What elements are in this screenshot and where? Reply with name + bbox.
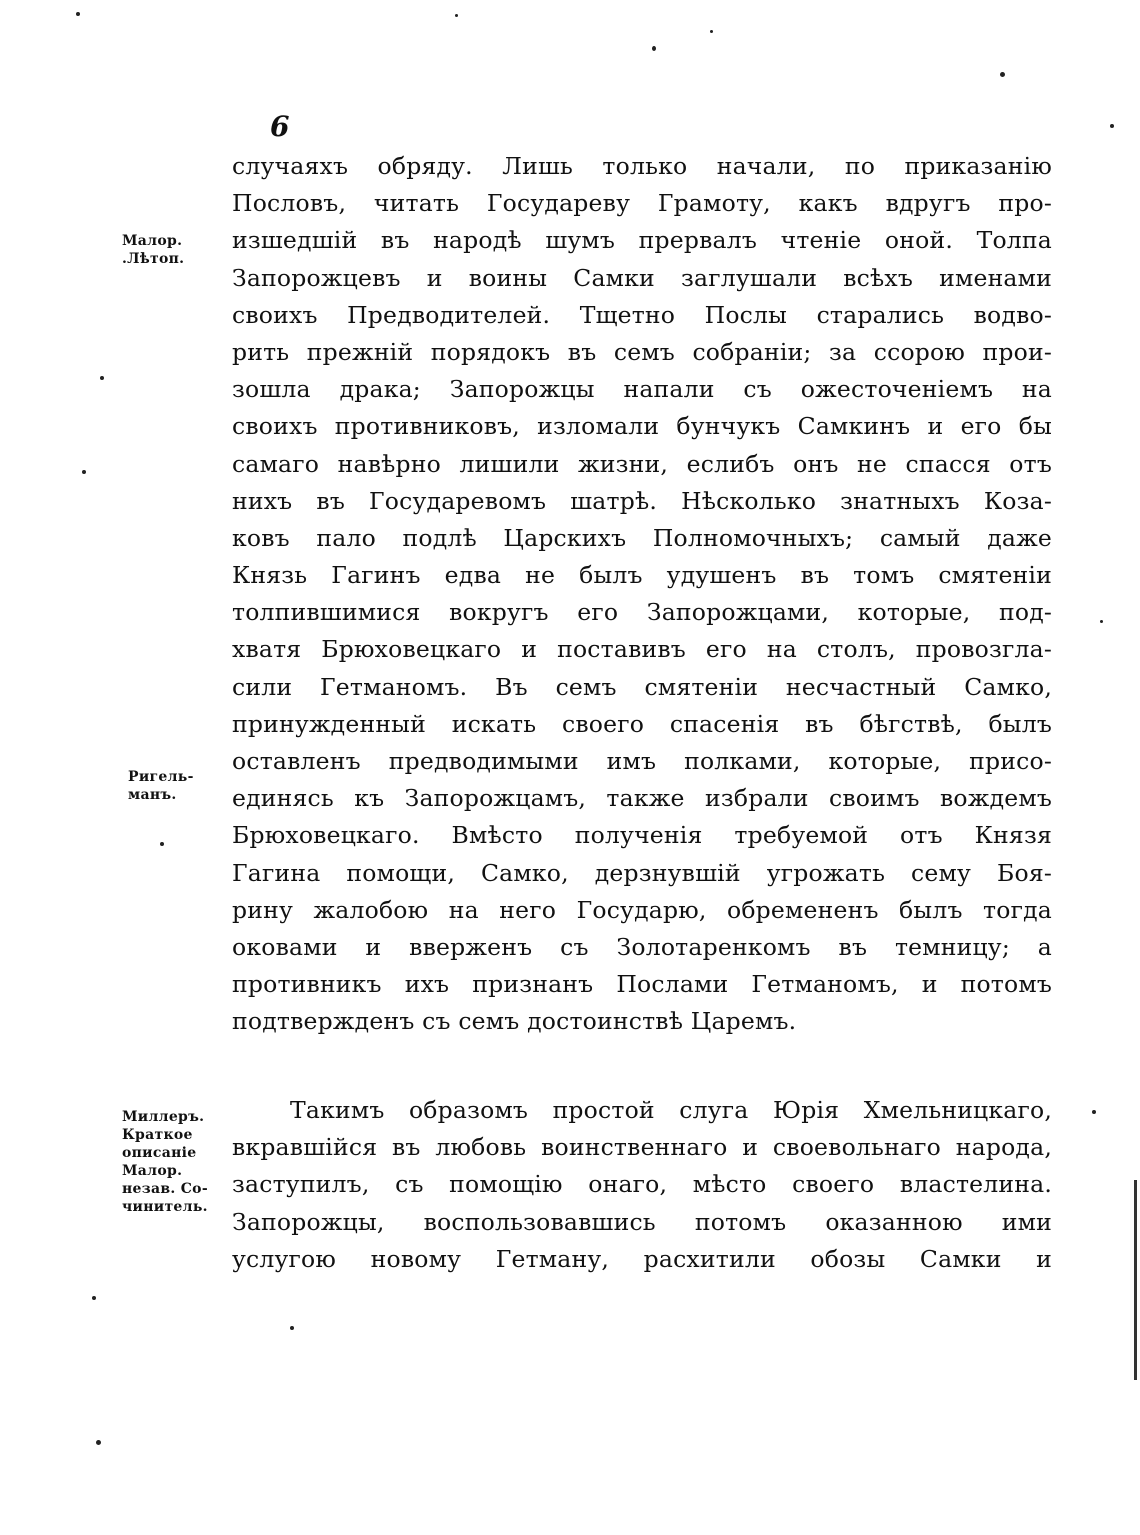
margin-note-line: Миллеръ.	[122, 1109, 205, 1125]
text-line: Такимъ образомъ простой слуга Юрія Хмельницкаго,	[290, 1096, 1052, 1124]
margin-note-line: чинитель.	[122, 1199, 208, 1215]
text-line: толпившимися вокругъ его Запорожцами, которые, под-	[232, 598, 1052, 627]
margin-note-line: описаніе	[122, 1145, 197, 1161]
scan-speck	[96, 1440, 101, 1445]
page-number: 6	[270, 110, 290, 143]
text-line: вкравшійся въ любовь воинственнаго и своевольнаго народа,	[232, 1133, 1052, 1162]
scan-speck	[290, 1326, 294, 1330]
paragraph	[232, 148, 1052, 1041]
text-line: ковъ пало подлѣ Царскихъ Полномочныхъ; самый даже	[232, 523, 1052, 552]
text-line: подтвержденъ съ семъ достоинствѣ Царемъ.	[232, 1007, 797, 1036]
scan-speck	[100, 376, 104, 380]
text-line: принужденный искать своего спасенія въ бѣгствѣ, былъ	[232, 709, 1052, 738]
scan-speck	[76, 12, 80, 16]
text-line: противникъ ихъ признанъ Послами Гетманомъ, и потомъ	[232, 970, 1052, 999]
margin-note	[122, 232, 184, 268]
scan-speck	[1092, 1110, 1096, 1114]
scan-speck	[160, 842, 164, 846]
margin-note-line: манъ.	[128, 787, 177, 803]
text-line: своихъ противниковъ, изломали бунчукъ Самкинъ и его бы	[232, 412, 1052, 441]
text-line: хватя Брюховецкаго и поставивъ его на столъ, провозгла-	[232, 635, 1052, 664]
margin-note	[122, 1108, 208, 1216]
text-line: рить прежній порядокъ въ семъ собраніи; за ссорою прои-	[232, 337, 1052, 366]
text-line: изшедшій въ народѣ шумъ прервалъ чтеніе оной. Толпа	[232, 226, 1052, 255]
text-line: своихъ Предводителей. Тщетно Послы старались водво-	[232, 300, 1052, 329]
margin-note	[128, 768, 194, 804]
text-line: заступилъ, съ помощію онаго, мѣсто своего властелина.	[232, 1170, 1052, 1199]
scan-speck	[1110, 124, 1114, 128]
text-line: услугою новому Гетману, расхитили обозы Самки и	[232, 1244, 1052, 1273]
text-line: единясь къ Запорожцамъ, также избрали своимъ вождемъ	[232, 784, 1052, 813]
text-line: сили Гетманомъ. Въ семъ смятеніи несчастный Самко,	[232, 672, 1052, 701]
text-line: Гагина помощи, Самко, дерзнувшій угрожать сему Боя-	[232, 858, 1052, 887]
text-line: случаяхъ обряду. Лишь только начали, по приказанію	[232, 152, 1052, 180]
margin-note-line: Ригель-	[128, 769, 194, 785]
margin-note-line: .Лѣтоп.	[122, 251, 185, 267]
page-edge-line	[1134, 1180, 1137, 1380]
text-line: Князь Гагинъ едва не былъ удушенъ въ томъ смятеніи	[232, 561, 1052, 590]
scan-speck	[1000, 72, 1005, 77]
text-line: оковами и вверженъ съ Золотаренкомъ въ темницу; а	[232, 932, 1052, 961]
margin-note-line: Малор.	[122, 1163, 183, 1179]
text-line: самаго навѣрно лишили жизни, еслибъ онъ не спасся отъ	[232, 449, 1052, 478]
text-line: Брюховецкаго. Вмѣсто полученія требуемой отъ Князя	[232, 821, 1052, 850]
scan-speck	[652, 46, 656, 51]
text-line: оставленъ предводимыми имъ полками, которые, присо-	[232, 747, 1052, 775]
margin-note-line: Краткое	[122, 1127, 193, 1143]
text-line: Запорожцы, воспользовавшись потомъ оказанною ими	[232, 1207, 1052, 1236]
text-line: Пословъ, читать Государеву Грамоту, какъ вдругъ про-	[232, 189, 1052, 218]
scan-speck	[455, 14, 458, 17]
scan-speck	[710, 30, 713, 33]
text-line: рину жалобою на него Государю, обремененъ былъ тогда	[232, 895, 1052, 924]
scan-speck	[82, 470, 86, 474]
scan-speck	[92, 1296, 96, 1300]
text-line: Запорожцевъ и воины Самки заглушали всѣхъ именами	[232, 263, 1052, 292]
margin-note-line: Малор.	[122, 233, 183, 249]
text-line: нихъ въ Государевомъ шатрѣ. Нѣсколько знатныхъ Коза-	[232, 486, 1052, 515]
margin-note-line: незав. Со-	[122, 1181, 208, 1197]
scan-speck	[1100, 620, 1103, 623]
text-line: зошла драка; Запорожцы напали съ ожесточеніемъ на	[232, 375, 1052, 404]
paragraph	[232, 1092, 1052, 1278]
